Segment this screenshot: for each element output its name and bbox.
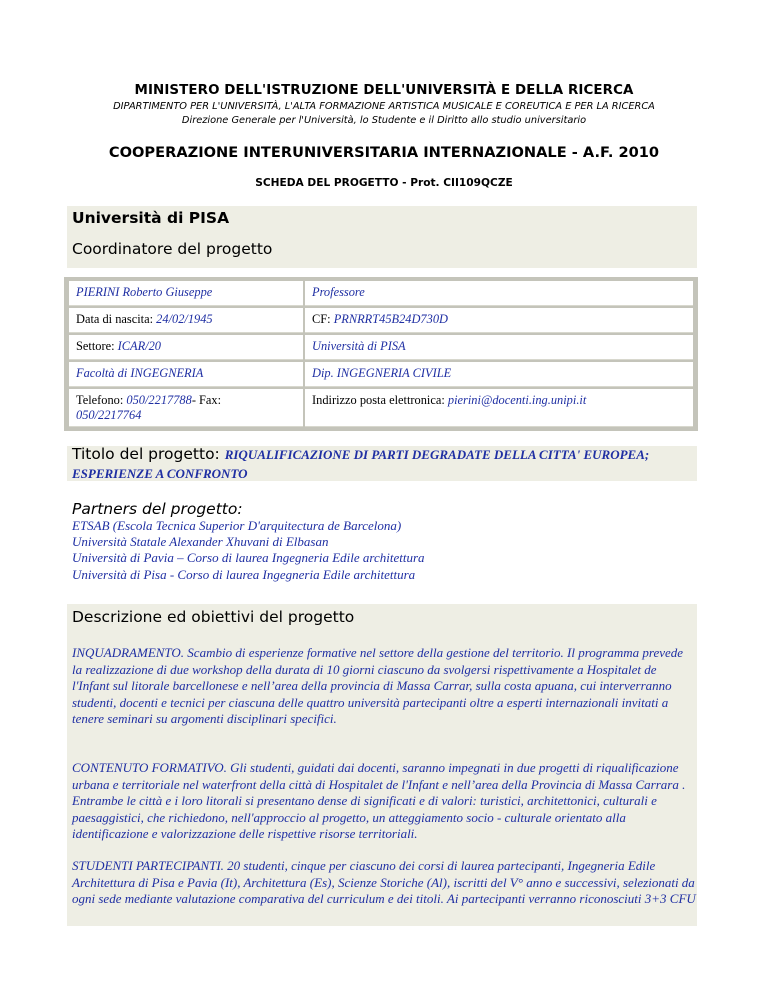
project-title-label: Titolo del progetto:: [72, 445, 225, 463]
phone-label: Telefono:: [76, 393, 127, 407]
ministry-heading: MINISTERO DELL'ISTRUZIONE DELL'UNIVERSITÀ E DELLA RICERCA: [134, 83, 634, 98]
partner-item: ETSAB (Escola Tecnica Superior D'arquitectura de Barcelona): [72, 518, 402, 533]
partner-item: Università Statale Alexander Xhuvani di Elbasan: [72, 534, 329, 550]
project-sheet-heading: SCHEDA DEL PROGETTO - Prot. CII109QCZE: [255, 177, 513, 189]
faculty-cell: [69, 362, 303, 387]
fax-label: - Fax:: [191, 393, 222, 407]
university-cell: [305, 335, 693, 360]
partner-item: Università di Pisa - Corso di laurea Ingegneria Edile architettura: [72, 566, 416, 582]
birth-date-cell: [69, 308, 303, 333]
cf-label: CF:: [312, 312, 334, 326]
partners-list: [72, 518, 425, 583]
cooperation-heading: COOPERAZIONE INTERUNIVERSITARIA INTERNAZIONALE - A.F. 2010: [108, 144, 660, 161]
coordinator-role: Professore: [312, 285, 365, 299]
direction-subheading: Direzione Generale per l'Università, lo Studente e il Diritto allo studio universitario: [181, 115, 587, 126]
university-title: Università di PISA: [72, 209, 230, 227]
phone-fax-cell: [69, 389, 303, 427]
coordinator-name: PIERINI Roberto Giuseppe: [76, 285, 213, 299]
birth-date-label: Data di nascita:: [76, 312, 157, 326]
coordinator-name-cell: [69, 281, 303, 306]
project-title: [72, 445, 692, 483]
partners-title: Partners del progetto:: [72, 500, 243, 518]
coordinator-university: Università di PISA: [312, 339, 406, 353]
coordinator-department: Dip. INGEGNERIA CIVILE: [312, 366, 452, 380]
department-subheading: DIPARTIMENTO PER L'UNIVERSITÀ, L'ALTA FORMAZIONE ARTISTICA MUSICALE E COREUTICA E PER LA RICERCA: [113, 101, 655, 112]
email-value: pierini@docenti.ing.unipi.it: [447, 393, 587, 407]
birth-date-value: 24/02/1945: [156, 312, 213, 326]
description-paragraph: INQUADRAMENTO. Scambio di esperienze formative nel settore della gestione del territorio. Il programma prevede la realizzazione di due workshop della durata di 10 giorni ciascuno da svolgersi rispettivamente a Hospitalet de l'Infant sul litorale barcellonese e nell’area della provincia di Massa Carrar, sulla costa apuana, cui interverranno studenti, docenti e tecnici per ciascuna delle quattro università partecipanti oltre a esperti internazionali invitati a tenere seminari su argomenti disciplinari specifici.: [72, 645, 684, 727]
cf-cell: [305, 308, 693, 333]
coordinator-faculty: Facoltà di INGEGNERIA: [76, 366, 204, 380]
coordinator-section-title: Coordinatore del progetto: [72, 240, 273, 258]
description-title: Descrizione ed obiettivi del progetto: [72, 608, 355, 626]
sector-cell: [69, 335, 303, 360]
project-title-value: RIQUALIFICAZIONE DI PARTI DEGRADATE DELLA CITTA' EUROPEA; ESPERIENZE A CONFRONTO: [72, 447, 650, 481]
cf-value: PRNRRT45B24D730D: [333, 312, 448, 326]
department-cell: [305, 362, 693, 387]
phone-value: 050/2217788: [126, 393, 192, 407]
description-paragraph: STUDENTI PARTECIPANTI. 20 studenti, cinque per ciascuno dei corsi di laurea partecipanti, Ingegneria Edile Architettura di Pisa e Pavia (It), Architettura (Es), Scienze Storiche (Al), iscritti del V° anno e successivi, selezionati da ogni sede mediante valutazione comparativa del curriculum e dei titoli. Ai partecipanti verranno riconosciuti 3+3 CFU: [72, 858, 696, 907]
sector-label: Settore:: [76, 339, 118, 353]
description-paragraph: CONTENUTO FORMATIVO. Gli studenti, guidati dai docenti, saranno impegnati in due progetti di riqualificazione urbana e territoriale nel waterfront della città di Hospitalet de l'Infant e nell’area della Provincia di Massa Carrara . Entrambe le città e i loro litorali si presentano dense di significati e di valori: turistici, architettonici, culturali e paesaggistici, che richiedono, nell'approccio al progetto, un atteggiamento socio - culturale orientato alla identificazione e valorizzazione delle rispettive risorse territoriali.: [72, 760, 686, 842]
sector-value: ICAR/20: [117, 339, 162, 353]
coordinator-role-cell: [305, 281, 693, 306]
coordinator-table: [64, 277, 698, 431]
email-cell: [305, 389, 693, 427]
email-label: Indirizzo posta elettronica:: [312, 393, 448, 407]
fax-value: 050/2217764: [76, 408, 142, 422]
partner-item: Università di Pavia – Corso di laurea Ingegneria Edile architettura: [72, 550, 425, 566]
